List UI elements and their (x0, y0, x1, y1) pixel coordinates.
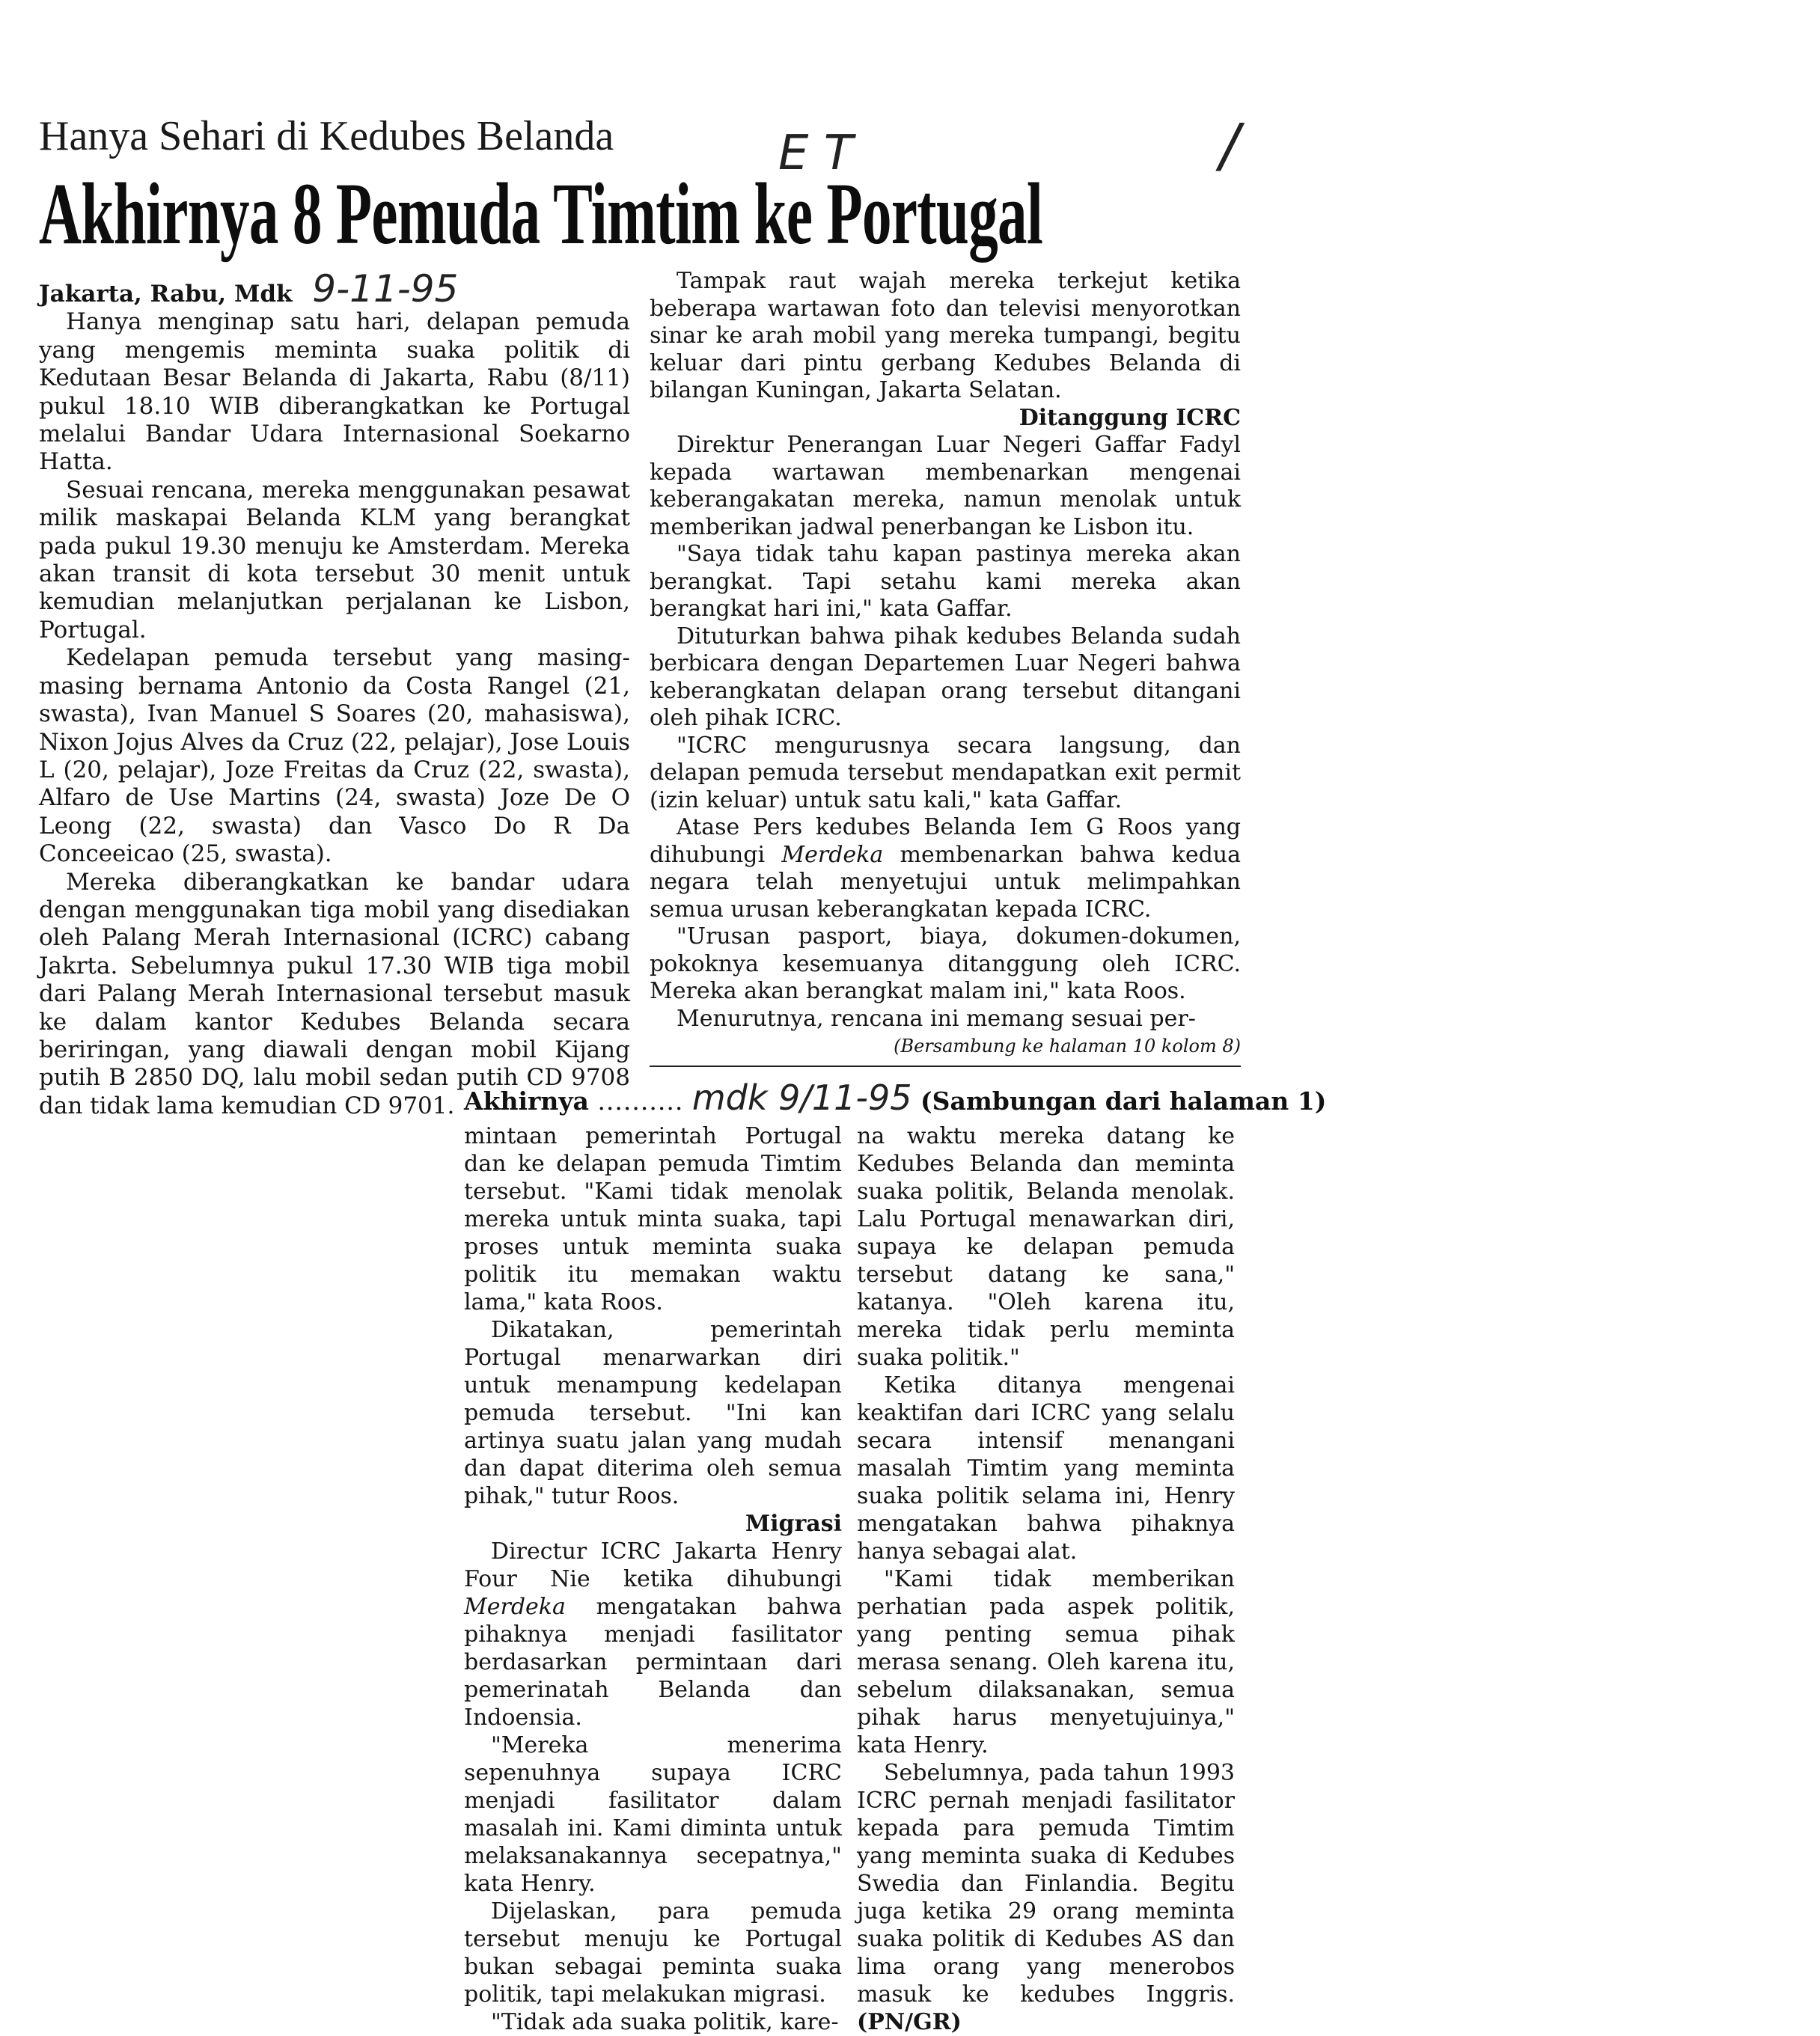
publication-name: Merdeka (464, 1594, 566, 1620)
headline: Akhirnya 8 Pemuda Timtim ke Portugal (39, 165, 1043, 263)
text-run: mengatakan bahwa pihaknya menjadi fasilitator berdasarkan permintaan dari pemerinatah Belanda dan Indoensia. (464, 1594, 842, 1731)
paragraph: "Mereka menerima sepenuhnya supaya ICRC menjadi fasilitator dalam masalah ini. Kami diminta untuk melaksanakannya secepatnya," kata Henry. (464, 1732, 842, 1897)
divider-rule (650, 1066, 1241, 1067)
byline-sign: (PN/GR) (857, 2009, 962, 2035)
dateline-line (39, 267, 630, 311)
paragraph: Hanya menginap satu hari, delapan pemuda yang mengemis meminta suaka politik di Kedutaan Besar Belanda di Jakarta, Rabu (8/11) pukul 18.10 WIB diberangkatkan ke Portugal melalui Bandar Udara Internasional Soekarno Hatta. (39, 308, 630, 476)
continuation-column-b (857, 1122, 1235, 2036)
continuation-label: Akhirnya (464, 1086, 589, 1116)
kicker: Hanya Sehari di Kedubes Belanda (39, 113, 614, 159)
paragraph: mintaan pemerintah Portugal dan ke delapan pemuda Timtim tersebut. "Kami tidak menolak mereka untuk minta suaka, tapi proses untuk meminta suaka politik itu memakan waktu lama," kata Roos. (464, 1123, 842, 1315)
paragraph: "Tidak ada suaka politik, kare- (491, 2009, 839, 2035)
paragraph: "Urusan pasport, biaya, dokumen-dokumen, pokoknya kesemuanya ditanggung oleh ICRC. Mereka akan berangkat malam ini," kata Roos. (650, 923, 1241, 1004)
paragraph: Mereka diberangkatkan ke bandar udara dengan menggunakan tiga mobil yang disediakan oleh Palang Merah Internasional (ICRC) cabang Jakrta. Sebelumnya pukul 17.30 WIB tiga mobil dari Palang Merah Internasional tersebut masuk ke dalam kantor Kedubes Belanda secara beriringan, yang diawali dengan mobil Kijang putih B 2850 DQ, lalu mobil sedan putih CD 9708 dan tidak lama kemudian CD 9701. (39, 868, 630, 1119)
paragraph: Tampak raut wajah mereka terkejut ketika beberapa wartawan foto dan televisi menyorotkan sinar ke arah mobil yang mereka tumpangi, begitu keluar dari pintu gerbang Kedubes Belanda di bilangan Kuningan, Jakarta Selatan. (650, 268, 1241, 403)
continued-note: (Bersambung ke halaman 10 kolom 8) (894, 1036, 1241, 1057)
paragraph (464, 1538, 842, 1731)
dateline: Jakarta, Rabu, Mdk (39, 281, 293, 308)
article-column-1 (39, 267, 630, 1120)
subhead-migrasi: Migrasi (745, 1511, 842, 1537)
article-column-2 (650, 268, 1241, 1060)
paragraph: Dikatakan, pemerintah Portugal menarwarkan diri untuk menampung kedelapan pemuda tersebut. "Ini kan artinya suatu jalan yang mudah dan dapat diterima oleh semua pihak," tutur Roos. (464, 1317, 842, 1509)
paragraph: Ketika ditanya mengenai keaktifan dari ICRC yang selalu secara intensif menangani masalah Timtim yang meminta suaka politik selama ini, Henry mengatakan bahwa pihaknya hanya sebagai alat. (857, 1372, 1235, 1565)
text-run: Directur ICRC Jakarta Henry Four Nie ketika dihubungi (464, 1538, 842, 1592)
continuation-dots: .......... (597, 1086, 684, 1116)
paragraph: Direktur Penerangan Luar Negeri Gaffar Fadyl kepada wartawan membenarkan mengenai keberangakatan mereka, namun menolak untuk memberikan jadwal penerbangan ke Lisbon itu. (650, 432, 1241, 540)
text-run: Atase Pers kedubes Belanda Iem G Roos yang dihubungi (650, 814, 1241, 868)
paragraph (857, 1759, 1235, 2036)
paragraph: Dituturkan bahwa pihak kedubes Belanda sudah berbicara dengan Departemen Luar Negeri bahwa keberangkatan delapan orang tersebut ditangani oleh pihak ICRC. (650, 623, 1241, 731)
paragraph: Kedelapan pemuda tersebut yang masing-masing bernama Antonio da Costa Rangel (21, swasta), Ivan Manuel S Soares (20, mahasiswa), Nixon Jojus Alves da Cruz (22, pelajar), Jose Louis L (20, pelajar), Joze Freitas da Cruz (22, swasta), Alfaro de Use Martins (24, swasta) Joze De O Leong (22, swasta) dan Vasco Do R Da Conceeicao (25, swasta). (39, 644, 630, 868)
continuation-column-a (464, 1122, 842, 2036)
handwritten-jump-date: mdk 9/11-95 (691, 1077, 912, 1118)
paragraph: "ICRC mengurusnya secara langsung, dan delapan pemuda tersebut mendapatkan exit permit (izin keluar) untuk satu kali," kata Gaffar. (650, 732, 1241, 813)
paragraph: "Saya tidak tahu kapan pastinya mereka akan berangkat. Tapi setahu kami mereka akan berangkat hari ini," kata Gaffar. (650, 541, 1241, 622)
paragraph: Menurutnya, rencana ini memang sesuai per- (677, 1005, 1196, 1032)
text-run: membenarkan bahwa kedua negara telah menyetujui untuk melimpahkan semua urusan keberangkatan kepada ICRC. (650, 841, 1241, 923)
publication-name: Merdeka (781, 841, 884, 868)
handwritten-code: E T (778, 126, 853, 181)
subhead-ditanggung: Ditanggung ICRC (1019, 404, 1241, 431)
text-run: Sebelumnya, pada tahun 1993 ICRC pernah menjadi fasilitator kepada para pemuda Timtim yang meminta suaka di Kedubes Swedia dan Finlandia. Begitu juga ketika 29 orang meminta suaka politik di Kedubes AS dan lima orang yang menerobos masuk ke kedubes Inggris. (857, 1760, 1235, 2008)
paragraph: Dijelaskan, para pemuda tersebut menuju ke Portugal bukan sebagai peminta suaka politik, tapi melakukan migrasi. (464, 1898, 842, 2008)
paragraph: na waktu mereka datang ke Kedubes Belanda dan meminta suaka politik, Belanda menolak. Lalu Portugal menawarkan diri, supaya ke delapan pemuda tersebut datang ke sana," katanya. "Oleh karena itu, mereka tidak perlu meminta suaka politik." (857, 1123, 1235, 1371)
paragraph: "Kami tidak memberikan perhatian pada aspek politik, yang penting semua pihak merasa senang. Oleh karena itu, sebelum dilaksanakan, semua pihak harus menyetujuinya," kata Henry. (857, 1566, 1235, 1758)
paragraph (650, 814, 1241, 923)
handwritten-date: 9-11-95 (312, 267, 459, 311)
handwritten-mark: / (1220, 112, 1240, 180)
paragraph: Sesuai rencana, mereka menggunakan pesawat milik maskapai Belanda KLM yang berangkat pada pukul 19.30 menuju ke Amsterdam. Mereka akan transit di kota tersebut 30 menit untuk kemudian melanjutkan perjalanan ke Lisbon, Portugal. (39, 476, 630, 643)
continuation-from: (Sambungan dari halaman 1) (920, 1086, 1327, 1116)
continuation-header (464, 1077, 1326, 1118)
